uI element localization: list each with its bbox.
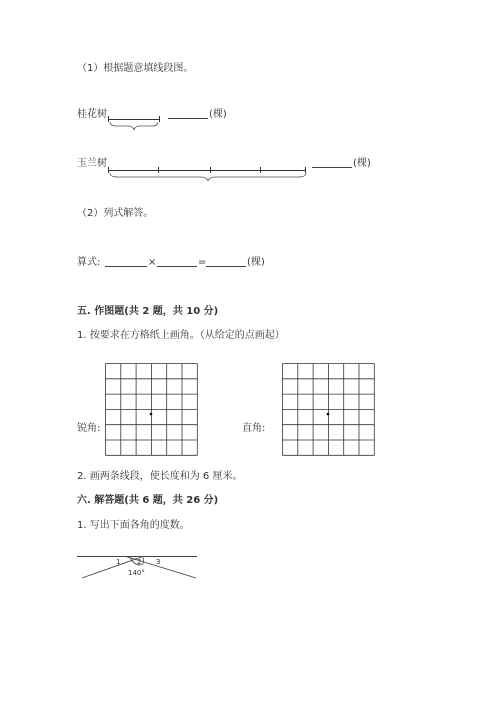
acute-angle-label: 锐角:: [77, 423, 101, 434]
section-5-heading: 五. 作图题(共 2 题，共 10 分): [77, 306, 219, 317]
guihua-label: 桂花树: [77, 109, 107, 120]
guihua-unit: (棵): [209, 109, 227, 120]
formula-unit: (棵): [247, 257, 265, 268]
angle-label-1: 1: [116, 558, 121, 566]
question-1-label: （1）根据题意填线段图。: [77, 63, 194, 74]
equals-sign: =: [198, 257, 207, 268]
angle-label-2: 2: [137, 558, 142, 566]
formula-label: 算式:: [77, 257, 101, 268]
yulan-label: 玉兰树: [77, 158, 107, 169]
section-5-question-2: 2. 画两条线段，使长度和为 6 厘米。: [77, 471, 243, 482]
question-2-label: （2）列式解答。: [77, 208, 154, 219]
section-6-heading: 六. 解答题(共 6 题，共 26 分): [77, 495, 219, 506]
yulan-unit: (棵): [353, 158, 371, 169]
angle-label-3: 3: [156, 558, 161, 566]
times-sign: ×: [148, 257, 157, 268]
section-6-question-1: 1. 写出下面各角的度数。: [77, 520, 190, 531]
right-angle-label: 直角:: [242, 423, 266, 434]
section-5-question-1: 1. 按要求在方格纸上画角。（从给定的点画起）: [77, 330, 285, 341]
angle-value: 140°: [128, 569, 145, 577]
